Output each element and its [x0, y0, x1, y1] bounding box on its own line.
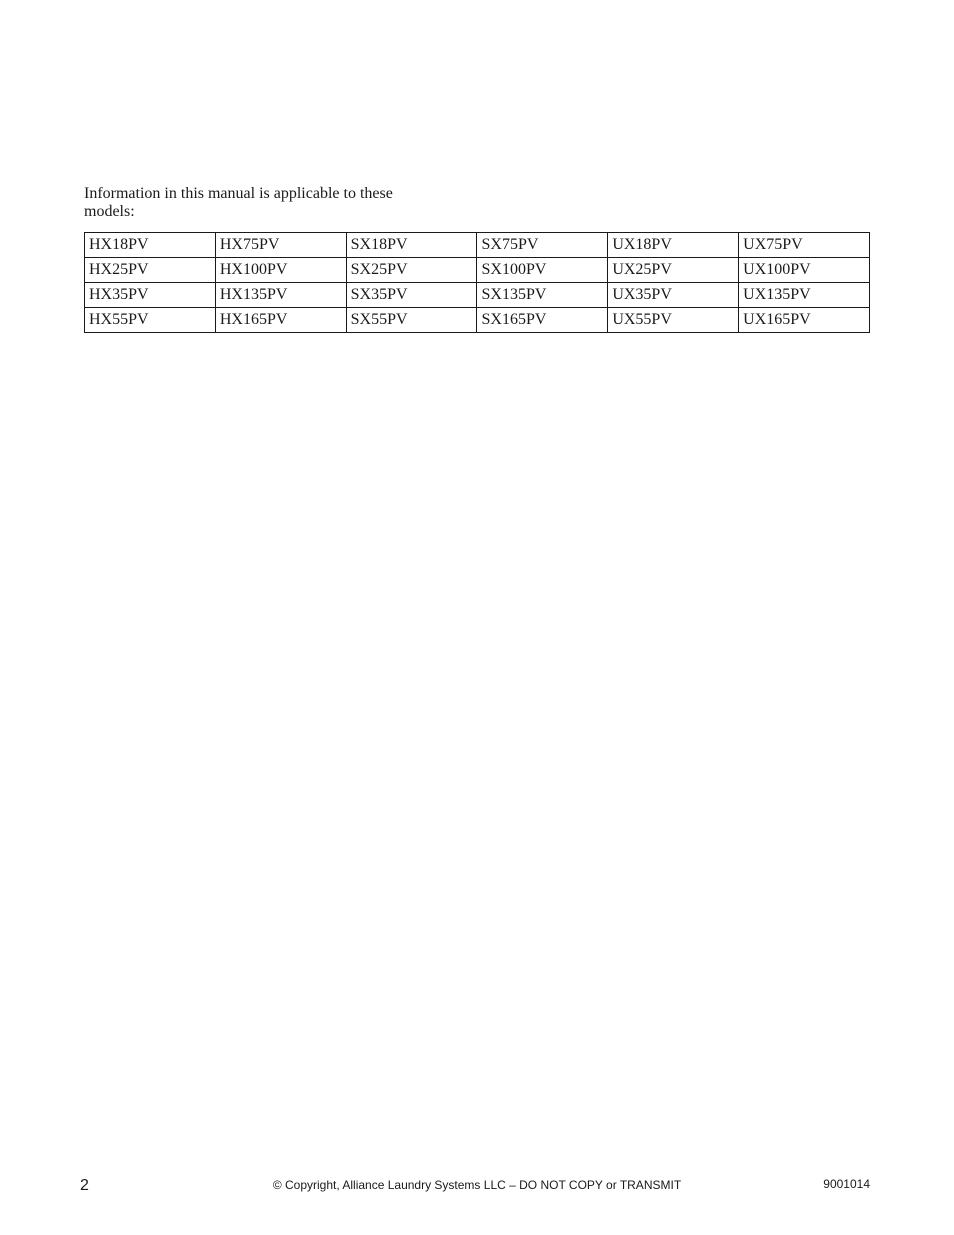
- page-number: 2: [80, 1177, 89, 1194]
- intro-text: [84, 185, 444, 221]
- table-cell: HX75PV: [215, 233, 346, 258]
- table-cell: SX165PV: [477, 308, 608, 333]
- models-table: [84, 232, 870, 333]
- table-cell: UX135PV: [739, 283, 870, 308]
- table-cell: UX165PV: [739, 308, 870, 333]
- table-cell: UX75PV: [739, 233, 870, 258]
- table-cell: HX25PV: [85, 258, 216, 283]
- table-row: [85, 233, 870, 258]
- table-cell: SX55PV: [346, 308, 477, 333]
- table-cell: SX135PV: [477, 283, 608, 308]
- intro-line-2: models:: [84, 203, 135, 220]
- table-cell: SX25PV: [346, 258, 477, 283]
- table-cell: SX18PV: [346, 233, 477, 258]
- table-cell: HX100PV: [215, 258, 346, 283]
- table-cell: HX55PV: [85, 308, 216, 333]
- copyright-notice: © Copyright, Alliance Laundry Systems LLC – DO NOT COPY or TRANSMIT: [272, 1178, 682, 1192]
- document-number: 9001014: [823, 1177, 870, 1191]
- table-cell: SX75PV: [477, 233, 608, 258]
- table-cell: UX25PV: [608, 258, 739, 283]
- table-row: [85, 283, 870, 308]
- table-cell: HX165PV: [215, 308, 346, 333]
- table-cell: UX35PV: [608, 283, 739, 308]
- table-cell: UX55PV: [608, 308, 739, 333]
- table-row: [85, 258, 870, 283]
- table-cell: HX18PV: [85, 233, 216, 258]
- table-cell: SX100PV: [477, 258, 608, 283]
- table-row: [85, 308, 870, 333]
- table-cell: HX135PV: [215, 283, 346, 308]
- table-cell: SX35PV: [346, 283, 477, 308]
- table-cell: HX35PV: [85, 283, 216, 308]
- table-cell: UX100PV: [739, 258, 870, 283]
- table-cell: UX18PV: [608, 233, 739, 258]
- intro-line-1: Information in this manual is applicable to these: [84, 185, 393, 202]
